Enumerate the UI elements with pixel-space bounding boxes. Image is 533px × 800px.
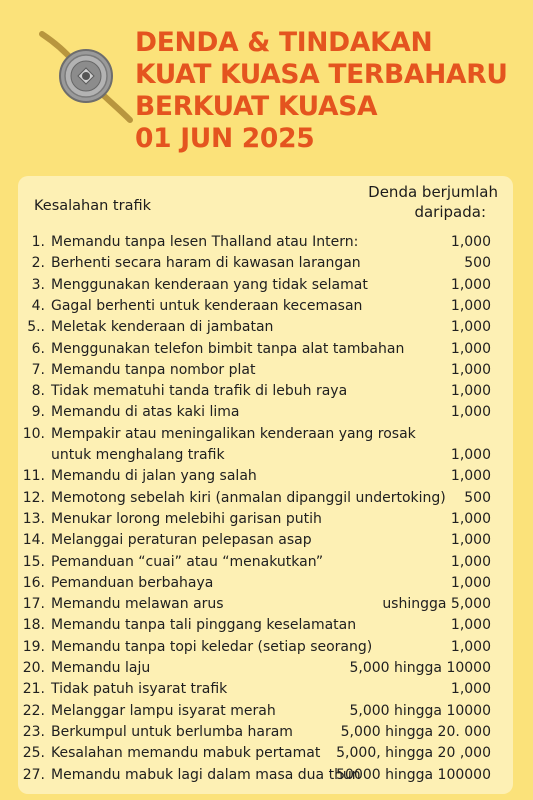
item-number: 5.. bbox=[27, 319, 45, 336]
item-number: 25. bbox=[22, 745, 45, 762]
list-item bbox=[0, 701, 533, 722]
list-item bbox=[0, 424, 533, 445]
item-number: 12. bbox=[22, 489, 45, 506]
offense-text: Melanggai peraturan pelepasan asap bbox=[51, 532, 312, 549]
fine-amount: 1,000 bbox=[450, 276, 491, 293]
item-number: 14. bbox=[22, 532, 45, 549]
offense-text: Kesalahan memandu mabuk pertamat bbox=[51, 745, 321, 762]
offense-text: Menggunakan kenderaan yang tidak selamat bbox=[51, 276, 368, 293]
offense-text: Memandu mabuk lagi dalam masa dua thun bbox=[51, 766, 361, 783]
item-number: 16. bbox=[22, 574, 45, 591]
item-number: 9. bbox=[31, 404, 45, 421]
offense-text: Memandu tanpa lesen Thalland atau Intern: bbox=[51, 234, 359, 250]
fine-amount: 1,000 bbox=[450, 681, 491, 698]
offense-text: Tidak patuh isyarat trafik bbox=[51, 681, 228, 698]
item-number: 3. bbox=[31, 276, 45, 293]
offense-text: Memandu tanpa nombor plat bbox=[51, 361, 256, 378]
fine-amount: 1,000 bbox=[450, 383, 491, 400]
list-item bbox=[0, 679, 533, 700]
offense-text: Memandu di atas kaki lima bbox=[51, 404, 240, 421]
item-number: 19. bbox=[22, 638, 45, 655]
item-number: 22. bbox=[22, 702, 45, 719]
item-number: 23. bbox=[22, 723, 45, 740]
fine-amount: 1,000 bbox=[450, 510, 491, 527]
item-number: 20. bbox=[22, 660, 45, 676]
fine-amount: 1,000 bbox=[450, 638, 491, 655]
column-header-fine-line-1: Denda berjumlah bbox=[368, 183, 498, 201]
list-item bbox=[0, 488, 533, 509]
offense-text-continued: untuk menghalang trafik bbox=[51, 447, 225, 463]
list-item bbox=[0, 658, 533, 679]
item-number: 7. bbox=[31, 361, 45, 378]
fine-amount: 1,000 bbox=[450, 617, 491, 634]
list-item-continued bbox=[0, 445, 533, 466]
fine-amount: 1,000 bbox=[450, 340, 491, 357]
item-number: 1. bbox=[31, 234, 45, 250]
column-header-fine-line-2: daripada: bbox=[414, 203, 486, 221]
item-number: 13. bbox=[22, 510, 45, 527]
fine-amount: 1,000 bbox=[450, 319, 491, 336]
column-header-fine bbox=[298, 182, 498, 222]
list-item bbox=[0, 509, 533, 530]
fine-amount: 5,000 hingga 20. 000 bbox=[340, 723, 491, 740]
list-item bbox=[0, 615, 533, 636]
fine-amount: 5,000 hingga 10000 bbox=[349, 702, 491, 719]
fine-amount: 500 bbox=[464, 255, 491, 272]
fine-amount: 50000 hingga 100000 bbox=[336, 766, 491, 783]
fine-amount: 1,000 bbox=[450, 404, 491, 421]
offense-text: Pemanduan berbahaya bbox=[51, 574, 214, 591]
item-number: 10. bbox=[22, 425, 45, 442]
item-number: 17. bbox=[22, 596, 45, 613]
page-title bbox=[135, 27, 530, 155]
list-item bbox=[0, 722, 533, 743]
fine-amount: 1,000 bbox=[450, 234, 491, 250]
fine-amount: 1,000 bbox=[450, 361, 491, 378]
list-item bbox=[0, 765, 533, 786]
fine-amount: 500 bbox=[464, 489, 491, 506]
title-line-3: BERKUAT KUASA bbox=[135, 91, 378, 122]
item-number: 8. bbox=[31, 383, 45, 400]
offense-text: Berhenti secara haram di kawasan larangan bbox=[51, 255, 361, 272]
item-number: 27. bbox=[22, 766, 45, 783]
item-number: 2. bbox=[31, 255, 45, 272]
fine-amount: 1,000 bbox=[450, 297, 491, 314]
offense-text: Memandu melawan arus bbox=[51, 596, 224, 613]
offense-text: Menukar lorong melebihi garisan putih bbox=[51, 510, 322, 527]
header bbox=[0, 0, 533, 175]
police-crest-icon bbox=[38, 28, 134, 124]
list-item bbox=[0, 466, 533, 487]
list-item bbox=[0, 402, 533, 423]
item-number: 4. bbox=[31, 297, 45, 314]
item-number: 11. bbox=[22, 468, 45, 485]
list-item bbox=[0, 381, 533, 402]
fine-amount: 1,000 bbox=[450, 468, 491, 485]
list-item bbox=[0, 552, 533, 573]
list-item bbox=[0, 232, 533, 253]
offense-text: Meletak kenderaan di jambatan bbox=[51, 319, 274, 336]
item-number: 18. bbox=[22, 617, 45, 634]
list-item bbox=[0, 339, 533, 360]
fine-amount: 5,000 hingga 10000 bbox=[349, 660, 491, 676]
list-item bbox=[0, 573, 533, 594]
list-item bbox=[0, 530, 533, 551]
offense-text: Memandu laju bbox=[51, 660, 151, 676]
offense-text: Memandu tanpa tali pinggang keselamatan bbox=[51, 617, 357, 634]
list-item bbox=[0, 275, 533, 296]
offense-text: Memotong sebelah kiri (anmalan dipanggil undertoking) bbox=[51, 489, 446, 506]
fine-amount: ushingga 5,000 bbox=[382, 596, 491, 613]
list-item bbox=[0, 253, 533, 274]
item-number: 21. bbox=[22, 681, 45, 698]
title-line-1: DENDA & TINDAKAN bbox=[135, 27, 433, 58]
list-item bbox=[0, 296, 533, 317]
fine-amount: 1,000 bbox=[450, 532, 491, 549]
offense-text: Mempakir atau meningalikan kenderaan yang rosak bbox=[51, 425, 416, 442]
list-item bbox=[0, 594, 533, 615]
item-number: 6. bbox=[31, 340, 45, 357]
fine-amount: 1,000 bbox=[450, 574, 491, 591]
offense-text: Memandu tanpa topi keledar (setiap seorang) bbox=[51, 638, 373, 655]
list-item bbox=[0, 360, 533, 381]
item-number: 15. bbox=[22, 553, 45, 570]
fine-amount: 5,000, hingga 20 ,000 bbox=[336, 745, 491, 762]
fine-amount: 1,000 bbox=[450, 447, 491, 463]
offense-text: Pemanduan “cuai” atau “menakutkan” bbox=[51, 553, 324, 570]
list-item bbox=[0, 743, 533, 764]
list-item bbox=[0, 317, 533, 338]
offense-text: Gagal berhenti untuk kenderaan kecemasan bbox=[51, 297, 363, 314]
fine-amount: 1,000 bbox=[450, 553, 491, 570]
offense-text: Berkumpul untuk berlumba haram bbox=[51, 723, 293, 740]
offense-text: Memandu di jalan yang salah bbox=[51, 468, 257, 485]
list-item bbox=[0, 637, 533, 658]
offense-text: Tidak mematuhi tanda trafik di lebuh raya bbox=[51, 383, 348, 400]
title-line-4: 01 JUN 2025 bbox=[135, 123, 315, 154]
offense-text: Menggunakan telefon bimbit tanpa alat tambahan bbox=[51, 340, 405, 357]
title-line-2: KUAT KUASA TERBAHARU bbox=[135, 59, 508, 90]
column-header-offense: Kesalahan trafik bbox=[34, 198, 151, 214]
offense-text: Melanggar lampu isyarat merah bbox=[51, 702, 276, 719]
